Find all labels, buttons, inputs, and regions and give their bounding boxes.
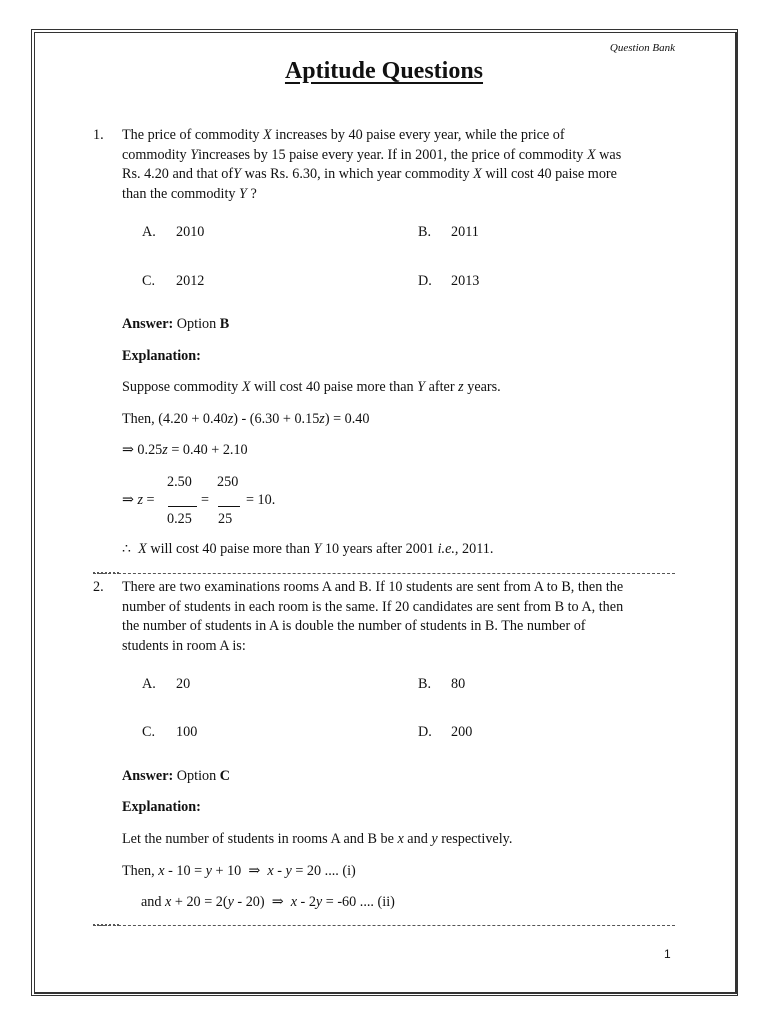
q2-line-2: number of students in each room is the same. If 20 candidates are sent from B to A, then: [122, 598, 624, 615]
q1-fraction-numerator-1: 2.50: [167, 474, 192, 490]
q2-option-a-letter: A.: [142, 676, 156, 692]
q1-fraction-numerator-2: 250: [217, 474, 239, 490]
q1-line-2: commodity Yincreases by 15 paise every year. If in 2001, the price of commodity X was: [122, 146, 622, 163]
q1-explanation-line-3: ⇒ 0.25z = 0.40 + 2.10: [122, 442, 248, 458]
q2-explanation-line-2: Then, x - 10 = y + 10 ⇒ x - y = 20 .... (i): [122, 863, 356, 879]
q1-option-c-value: 2012: [176, 273, 205, 289]
q2-explanation-label: Explanation:: [122, 799, 201, 815]
q2-text: [122, 578, 678, 656]
q2-option-c-value: 100: [176, 724, 198, 740]
question-divider: [93, 573, 675, 574]
q1-line-4: than the commodity Y ?: [122, 185, 257, 202]
q1-conclusion: ∴ X will cost 40 paise more than Y 10 years after 2001 i.e., 2011.: [122, 541, 494, 557]
q1-fraction-denominator-1: 0.25: [167, 511, 192, 527]
q1-fraction-equals: =: [201, 492, 210, 508]
q1-option-b-letter: B.: [418, 224, 432, 240]
q1-line-1: The price of commodity X increases by 40 paise every year, while the price of: [122, 127, 565, 143]
q1-option-a-value: 2010: [176, 224, 205, 240]
q1-explanation-line-2: Then, (4.20 + 0.40z) - (6.30 + 0.15z) = 0.40: [122, 411, 370, 427]
q2-answer: Answer: Option C: [122, 768, 230, 784]
q2-option-a-value: 20: [176, 676, 191, 692]
q2-number: 2.: [93, 579, 104, 595]
q2-explanation-line-3: and x + 20 = 2(y - 20) ⇒ x - 2y = -60 .... (ii): [141, 894, 395, 910]
q2-option-d-letter: D.: [418, 724, 432, 740]
therefore-icon: ∴: [122, 541, 132, 557]
q1-option-b-value: 2011: [451, 224, 479, 240]
q1-option-d-letter: D.: [418, 273, 432, 289]
q2-line-4: students in room A is:: [122, 637, 246, 654]
page-title: Aptitude Questions: [284, 58, 484, 84]
page-number: 1: [664, 947, 671, 961]
q1-fraction-lhs: ⇒ z =: [122, 492, 155, 508]
q2-option-d-value: 200: [451, 724, 473, 740]
q1-option-c-letter: C.: [142, 273, 156, 289]
q2-line-3: the number of students in A is double the number of students in B. The number of: [122, 618, 586, 634]
q1-answer: Answer: Option B: [122, 316, 230, 332]
q2-option-c-letter: C.: [142, 724, 156, 740]
q1-text: [122, 126, 678, 204]
q1-option-a-letter: A.: [142, 224, 156, 240]
q1-fraction-result: = 10.: [246, 492, 276, 508]
q2-option-b-letter: B.: [418, 676, 432, 692]
q2-option-b-value: 80: [451, 676, 466, 692]
q1-option-d-value: 2013: [451, 273, 480, 289]
q1-number: 1.: [93, 127, 104, 143]
question-divider: [93, 925, 675, 926]
q1-explanation-label: Explanation:: [122, 348, 201, 364]
q1-fraction-denominator-2: 25: [218, 511, 233, 527]
q2-explanation-line-1: Let the number of students in rooms A and B be x and y respectively.: [122, 831, 513, 847]
q1-fraction-bar-1: [168, 506, 197, 507]
q1-line-3: Rs. 4.20 and that ofY was Rs. 6.30, in which year commodity X will cost 40 paise more: [122, 166, 617, 182]
q1-explanation-line-1: Suppose commodity X will cost 40 paise more than Y after z years.: [122, 379, 501, 395]
q2-line-1: There are two examinations rooms A and B. If 10 students are sent from A to B, then the: [122, 579, 624, 595]
header-label: Question Bank: [609, 42, 675, 54]
q1-fraction-bar-2: [218, 506, 240, 507]
